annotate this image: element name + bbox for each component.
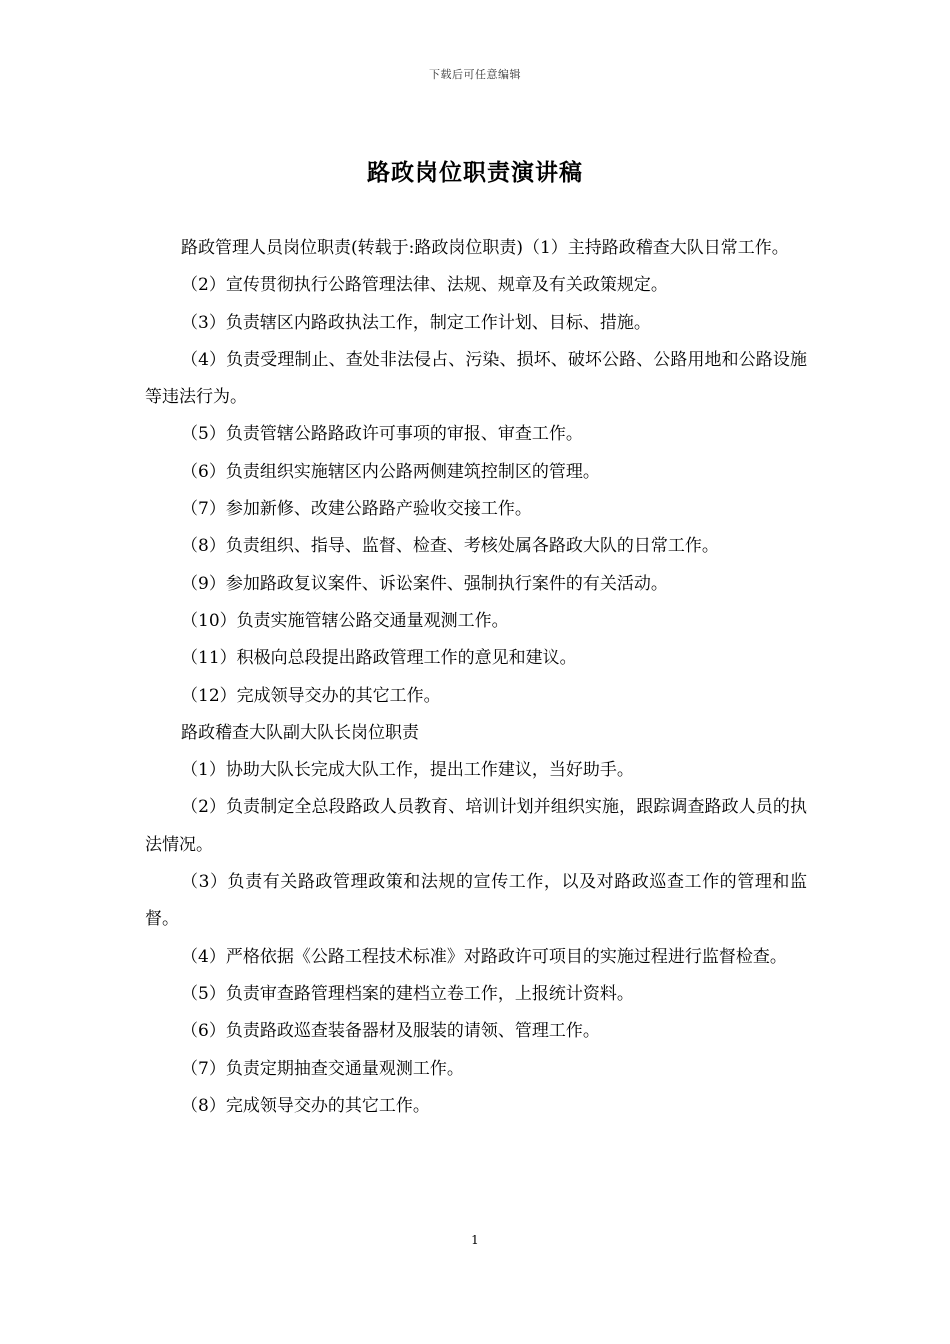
document-title: 路政岗位职责演讲稿 (367, 159, 583, 186)
paragraph: （6）负责组织实施辖区内公路两侧建筑控制区的管理。 (181, 461, 600, 482)
document-body (145, 230, 807, 1125)
paragraph: （4）严格依据《公路工程技术标准》对路政许可项目的实施过程进行监督检查。 (181, 946, 787, 967)
paragraph: （4）负责受理制止、查处非法侵占、污染、损坏、破坏公路、公路用地和公路设施等违法行为。 (145, 349, 807, 408)
paragraph: （11）积极向总段提出路政管理工作的意见和建议。 (181, 648, 577, 669)
paragraph: （3）负责有关路政管理政策和法规的宣传工作，以及对路政巡查工作的管理和监督。 (145, 872, 807, 930)
page-number: 1 (471, 1233, 479, 1247)
paragraph: （5）负责审查路管理档案的建档立卷工作，上报统计资料。 (181, 983, 634, 1004)
paragraph: （7）负责定期抽查交通量观测工作。 (181, 1058, 464, 1079)
paragraph: （8）负责组织、指导、监督、检查、考核处属各路政大队的日常工作。 (181, 536, 719, 557)
paragraph: （12）完成领导交办的其它工作。 (181, 685, 441, 706)
paragraph: 路政管理人员岗位职责(转载于:路政岗位职责)（1）主持路政稽查大队日常工作。 (181, 238, 789, 258)
paragraph: （7）参加新修、改建公路路产验收交接工作。 (181, 499, 532, 520)
paragraph: （2）负责制定全总段路政人员教育、培训计划并组织实施，跟踪调查路政人员的执法情况。 (145, 797, 807, 855)
paragraph: （1）协助大队长完成大队工作，提出工作建议，当好助手。 (181, 760, 634, 781)
paragraph: （3）负责辖区内路政执法工作，制定工作计划、目标、措施。 (181, 312, 651, 333)
paragraph: （5）负责管辖公路路政许可事项的审报、审查工作。 (181, 424, 583, 445)
paragraph: （9）参加路政复议案件、诉讼案件、强制执行案件的有关活动。 (181, 573, 668, 594)
paragraph: （2）宣传贯彻执行公路管理法律、法规、规章及有关政策规定。 (181, 275, 668, 296)
paragraph: （10）负责实施管辖公路交通量观测工作。 (181, 610, 509, 631)
paragraph: （8）完成领导交办的其它工作。 (181, 1095, 430, 1116)
page-header-note: 下载后可任意编辑 (429, 68, 521, 81)
paragraph: （6）负责路政巡查装备器材及服装的请领、管理工作。 (181, 1021, 600, 1042)
section-heading: 路政稽查大队副大队长岗位职责 (181, 722, 419, 743)
